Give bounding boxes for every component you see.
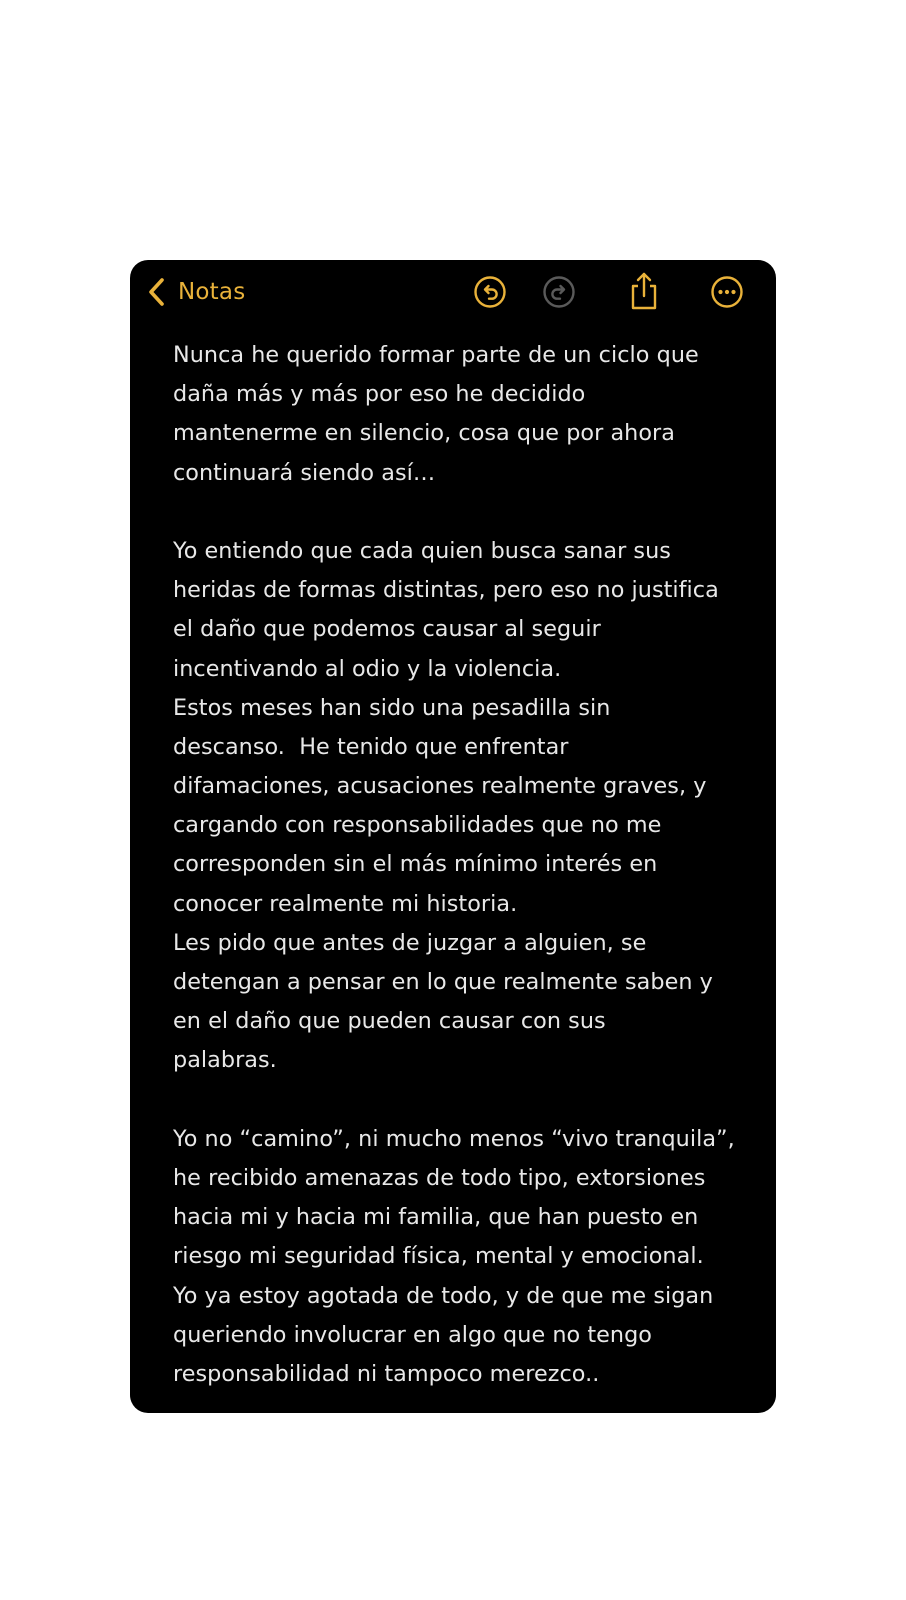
note-line: palabras. bbox=[173, 1047, 277, 1074]
note-blank-line bbox=[173, 1081, 748, 1120]
note-line: corresponden sin el más mínimo interés en bbox=[173, 851, 658, 878]
undo-icon bbox=[473, 275, 507, 309]
note-line: queriendo involucrar en algo que no tengo bbox=[173, 1321, 652, 1348]
note-card bbox=[130, 260, 776, 1413]
note-line: cargando con responsabilidades que no me bbox=[173, 812, 662, 839]
note-line: conocer realmente mi historia. bbox=[173, 890, 518, 917]
note-line: daña más y más por eso he decidido bbox=[173, 381, 586, 408]
note-line: en el daño que pueden causar con sus bbox=[173, 1008, 606, 1035]
note-line: continuará siendo así… bbox=[173, 459, 436, 486]
note-text[interactable] bbox=[173, 336, 748, 1394]
note-line: mantenerme en silencio, cosa que por ahora bbox=[173, 420, 675, 447]
note-line: Yo ya estoy agotada de todo, y de que me sigan bbox=[173, 1282, 714, 1309]
note-line: Les pido que antes de juzgar a alguien, se bbox=[173, 929, 647, 956]
note-line: detengan a pensar en lo que realmente saben y bbox=[173, 969, 713, 995]
chevron-left-icon bbox=[146, 276, 168, 308]
back-button[interactable] bbox=[146, 274, 245, 310]
redo-button[interactable] bbox=[542, 275, 576, 309]
note-line: Yo entiendo que cada quien busca sanar sus bbox=[173, 537, 671, 564]
note-line: heridas de formas distintas, pero eso no justifica bbox=[173, 577, 719, 604]
more-button[interactable] bbox=[710, 275, 744, 309]
share-button[interactable] bbox=[627, 271, 661, 311]
note-line: difamaciones, acusaciones realmente graves, y bbox=[173, 773, 707, 800]
notes-toolbar bbox=[130, 260, 776, 330]
note-line: riesgo mi seguridad física, mental y emocional. bbox=[173, 1243, 704, 1270]
note-line: descanso. He tenido que enfrentar bbox=[173, 733, 569, 760]
back-label: Notas bbox=[178, 279, 246, 305]
note-blank-line bbox=[173, 493, 748, 532]
note-line: he recibido amenazas de todo tipo, extorsiones bbox=[173, 1164, 706, 1191]
undo-button[interactable] bbox=[473, 275, 507, 309]
note-line: hacia mi y hacia mi familia, que han puesto en bbox=[173, 1204, 699, 1231]
note-line: Estos meses han sido una pesadilla sin bbox=[173, 694, 611, 721]
redo-icon bbox=[542, 275, 576, 309]
share-icon bbox=[627, 271, 661, 311]
note-line: incentivando al odio y la violencia. bbox=[173, 655, 562, 682]
note-line: responsabilidad ni tampoco merezco.. bbox=[173, 1360, 600, 1387]
note-line: el daño que podemos causar al seguir bbox=[173, 616, 601, 643]
note-line: Nunca he querido formar parte de un ciclo que bbox=[173, 342, 699, 368]
note-line: Yo no “camino”, ni mucho menos “vivo tranquila”, bbox=[173, 1125, 735, 1152]
more-icon bbox=[710, 275, 744, 309]
